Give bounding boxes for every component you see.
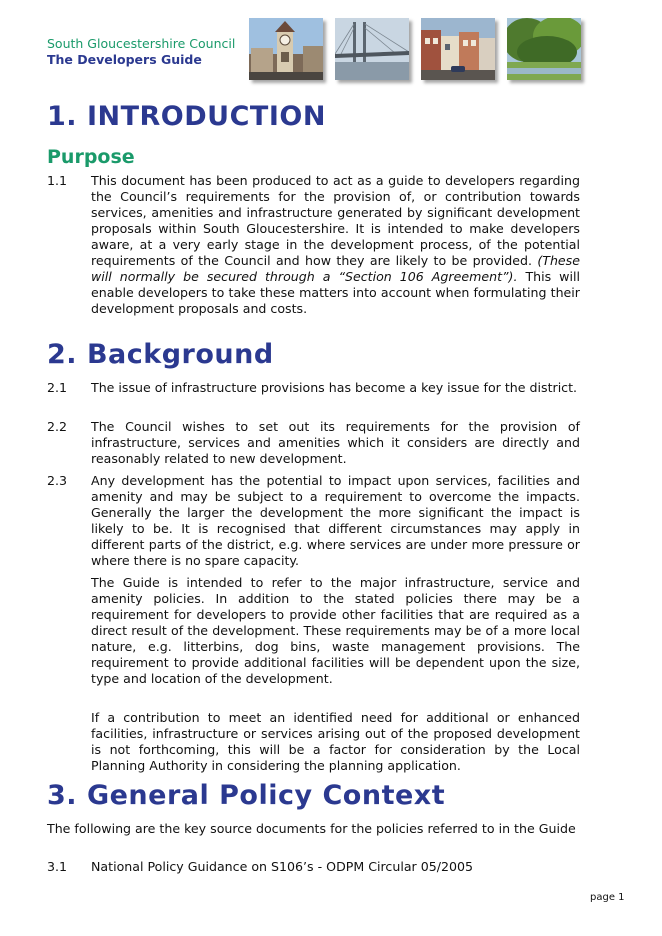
section-2-heading: 2. Background [47,339,274,370]
paragraph-text: National Policy Guidance on S106’s - ODPM Circular 05/2005 [91,859,474,874]
document-header [47,36,235,68]
paragraph-2-2 [47,419,580,467]
purpose-subheading: Purpose [47,146,135,168]
paragraph-number: 2.2 [47,419,68,434]
paragraph-number: 2.3 [47,473,68,488]
paragraph-text-part: This document has been produced to act as a guide to developers regarding the Council’s requirements for the provision of, or contribution towards services, amenities and infrastructure generated by significant development proposals within South Gloucestershire. It is intended to make developers aware, at a very early stage in the development process, of the potential requirements of the Council and how they are likely to be provided. [91,173,580,268]
section-3-heading: 3. General Policy Context [47,780,446,811]
paragraph-text: The Council wishes to set out its requirements for the provision of infrastructure, services and amenities which it considers are directly and reasonably related to new development. [91,419,580,466]
page-number: page 1 [590,892,625,903]
paragraph-number: 1.1 [47,173,68,188]
section-1-heading: 1. INTRODUCTION [47,101,326,132]
paragraph-number: 3.1 [47,859,68,874]
council-name: South Gloucestershire Council [47,36,236,51]
paragraph-2-3-final [47,710,580,774]
paragraph-number: 2.1 [47,380,68,395]
paragraph-2-3 [47,473,580,569]
guide-title: The Developers Guide [47,52,202,67]
paragraph-text-part: This will enable developers to take these matters into account when formulating their development proposals and costs. [91,269,580,316]
paragraph-3-1 [47,859,580,875]
paragraph-2-3-continued [47,575,580,687]
section-106-note: (These will normally be secured through a “Section 106 Agreement”). [91,253,580,284]
paragraph-1-1 [47,173,580,317]
clock-tower-photo [249,18,323,80]
bridge-photo [335,18,409,80]
paragraph-text: The issue of infrastructure provisions has become a key issue for the district. [91,380,578,395]
paragraph-text [91,173,580,317]
paragraph-text: Any development has the potential to impact upon services, facilities and amenity and may be subject to a requirement to overcome the impacts. Generally the larger the development the more significant the impact is likely to be. It is recognised that different circumstances may apply in different parts of the district, e.g. where services are under more pressure or where there is no spare capacity. [91,473,580,568]
paragraph-2-1 [47,380,580,396]
policy-intro-text: The following are the key source documents for the policies referred to in the Guide [47,821,576,836]
high-street-photo [421,18,495,80]
paragraph-text: If a contribution to meet an identified need for additional or enhanced facilities, infrastructure or services arising out of the proposed development is not forthcoming, this will be a factor for consideration by the Local Planning Authority in considering the planning application. [91,710,580,773]
paragraph-text: The Guide is intended to refer to the major infrastructure, service and amenity policies. In addition to the stated policies there may be a requirement for developers to provide other facilities that are required as a direct result of the development. These requirements may be of a more local nature, e.g. litterbins, dog bins, waste management provisions. The requirement to provide additional facilities will be dependent upon the size, type and location of the development. [91,575,580,686]
countryside-photo [507,18,581,80]
